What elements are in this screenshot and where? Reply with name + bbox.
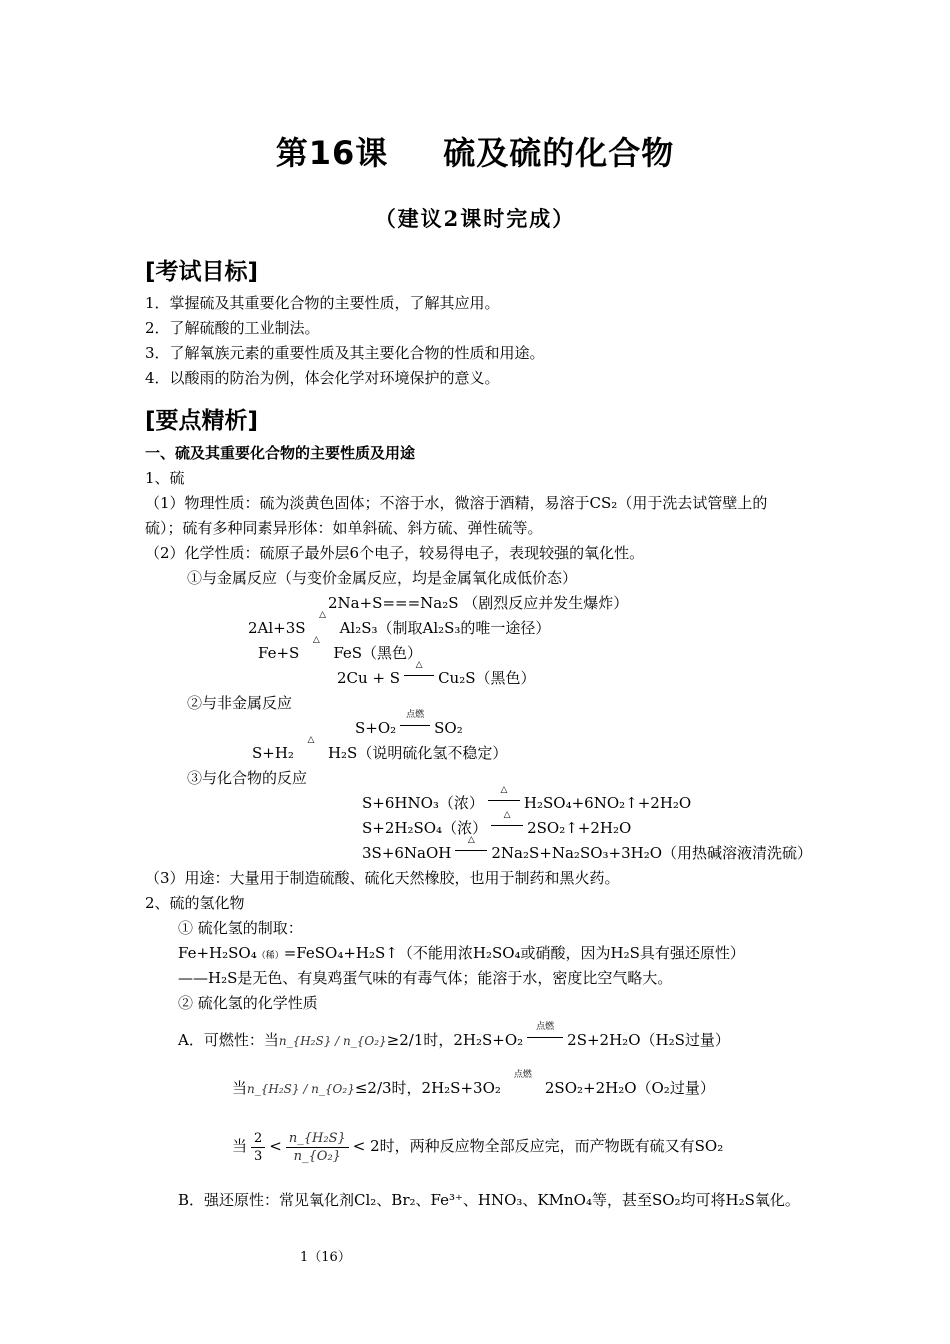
text: 2 [370, 1137, 380, 1155]
subsection-heading: 1、硫 [145, 469, 185, 487]
ratio-symbol: n_{H₂S} / n_{O₂} [247, 1082, 355, 1096]
equation-right: 2SO₂↑+2H₂O [527, 819, 632, 837]
heat-condition: △ [307, 735, 315, 745]
heat-condition: △ [491, 819, 523, 833]
equation-right: =FeSO₄+H₂S↑（不能用浓H₂SO₄或硝酸，因为H₂S具有强还原性） [283, 944, 745, 962]
equation [355, 710, 463, 738]
ignite-condition: 点燃 [513, 1070, 532, 1080]
equation [258, 635, 423, 663]
lesson-number: 第16课 [275, 134, 389, 172]
equation [337, 660, 536, 688]
equation [252, 735, 508, 763]
equation-right: FeS（黑色） [333, 644, 423, 662]
subsection-heading: 2、硫的氢化物 [145, 894, 245, 912]
fraction: $\frac{2}{3}$ [251, 1130, 265, 1165]
paragraph: 硫）；硫有多种同素异形体：如单斜硫、斜方硫、弹性硫等。 [145, 519, 543, 537]
key-points-heading: [要点精析] [145, 408, 259, 434]
goal-item: 2．了解硫酸的工业制法。 [145, 319, 320, 337]
section-heading: 一、硫及其重要化合物的主要性质及用途 [145, 444, 416, 462]
paragraph: （2）化学性质：硫原子最外层6个电子，较易得电子，表现较强的氧化性。 [145, 544, 645, 562]
equation-right: Al₂S₃（制取Al₂S₃的唯一途径） [339, 619, 551, 637]
equation-left: S+6HNO₃（浓） [362, 794, 484, 812]
item-heading: ①与金属反应（与变价金属反应，均是金属氧化成低价态） [187, 569, 578, 587]
equation-left: 3S+6NaOH [362, 844, 452, 862]
equation-left: S+H₂ [252, 744, 294, 762]
text: 当 [232, 1079, 248, 1097]
equation-right: Cu₂S（黑色） [438, 669, 536, 687]
equation-left: S+2H₂SO₄（浓） [362, 819, 488, 837]
text: ≤2/3时，2H₂S+3O₂ [354, 1079, 501, 1097]
equation-left: Fe+S [258, 644, 300, 662]
ignite-condition: 点燃 [527, 1031, 563, 1045]
lesson-title [0, 128, 950, 174]
equation [178, 1022, 730, 1051]
paragraph: （3）用途：大量用于制造硫酸、硫化天然橡胶，也用于制药和黑火药。 [145, 869, 620, 887]
fraction: $\frac{\text{n\_\{H₂S\}}}{\text{n\_\{O₂\}}}$ [286, 1130, 349, 1165]
goal-item: 4．以酸雨的防治为例，体会化学对环境保护的意义。 [145, 369, 500, 387]
item-heading: ③与化合物的反应 [187, 769, 308, 787]
lesson-topic: 硫及硫的化合物 [443, 134, 675, 172]
equation-right: 2Na₂S+Na₂SO₃+3H₂O（用热碱溶液清洗硫） [491, 844, 813, 862]
equation [178, 943, 745, 966]
goal-item: 3．了解氧族元素的重要性质及其主要化合物的性质和用途。 [145, 344, 545, 362]
exam-goals-heading: [考试目标] [145, 259, 259, 285]
heat-condition: △ [455, 844, 487, 858]
equation-right: H₂SO₄+6NO₂↑+2H₂O [523, 794, 692, 812]
equation [248, 610, 551, 638]
paragraph: B．强还原性：常见氧化剂Cl₂、Br₂、Fe³⁺、HNO₃、KMnO₄等，甚至SO₂均可将H₂S氧化。 [178, 1191, 800, 1209]
text: ≥2/1时，2H₂S+O₂ [386, 1031, 524, 1049]
dilute-note: （稀） [256, 951, 284, 961]
equation [362, 835, 813, 863]
text: 2S+2H₂O（H₂S过量） [567, 1031, 730, 1049]
ignite-condition: 点燃 [400, 719, 430, 733]
heat-condition: △ [319, 610, 327, 620]
lesson-subtitle: （建议2课时完成） [374, 206, 576, 231]
equation-right: SO₂ [434, 719, 463, 737]
item-heading: ① 硫化氢的制取： [178, 919, 303, 937]
equation: 2Na+S===Na₂S （剧烈反应并发生爆炸） [328, 594, 629, 612]
text: 2SO₂+2H₂O（O₂过量） [544, 1079, 715, 1097]
text: 时，两种反应物全部反应完，而产物既有硫又有SO₂ [379, 1137, 724, 1155]
item-heading: ②与非金属反应 [187, 694, 293, 712]
equation-left: Fe+H₂SO₄ [178, 944, 257, 962]
item-heading: ② 硫化氢的化学性质 [178, 994, 318, 1012]
ratio-symbol: n_{H₂S} / n_{O₂} [278, 1034, 387, 1048]
page-number: 1（16） [300, 1250, 351, 1265]
equation [362, 810, 632, 838]
equation-left: 2Cu + S [337, 669, 401, 687]
goal-item: 1．掌握硫及其重要化合物的主要性质，了解其应用。 [145, 294, 500, 312]
equation-right: H₂S（说明硫化氢不稳定） [327, 744, 508, 762]
equation: 当 $\frac{2}{3}$ < $\frac{\text{n\_\{H₂S\}}}{\text{n\_\{O₂\}}}$ < 2时，两种反应物全部反应完，而产物既有硫又有SO₂ [232, 1130, 724, 1164]
heat-condition: △ [488, 794, 520, 808]
equation-left: 2Al+3S [248, 619, 306, 637]
text: 当 [232, 1137, 248, 1155]
heat-condition: △ [404, 669, 434, 683]
heat-condition: △ [312, 635, 320, 645]
paragraph: （1）物理性质：硫为淡黄色固体；不溶于水，微溶于酒精，易溶于CS₂（用于洗去试管壁上的 [145, 494, 768, 512]
equation [232, 1070, 715, 1099]
paragraph: ——H₂S是无色、有臭鸡蛋气味的有毒气体；能溶于水，密度比空气略大。 [178, 969, 673, 987]
equation-left: S+O₂ [355, 719, 397, 737]
equation [362, 785, 692, 813]
text: A．可燃性：当 [178, 1031, 279, 1049]
